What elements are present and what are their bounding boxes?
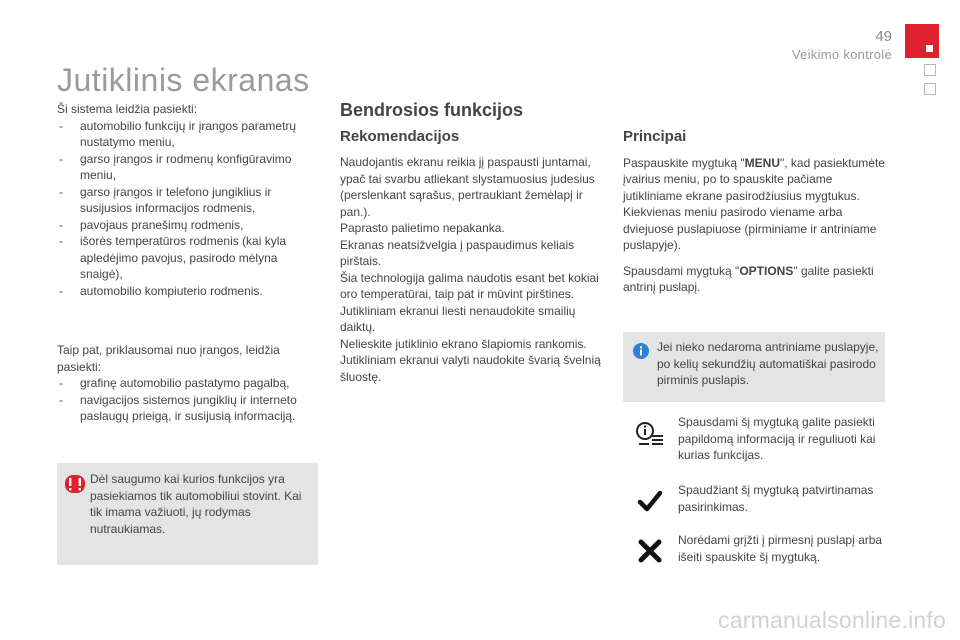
- warning-icon: [65, 475, 85, 493]
- icon-row-text: Spausdami šį mygtuką galite pasiekti papildomą informaciją ir reguliuoti kai kurias funkcijas.: [678, 415, 876, 462]
- general-functions-section: [340, 102, 610, 385]
- list-item: - garso įrangos ir rodmenų konfigūravimo meniu,: [59, 151, 292, 182]
- info-text: Jei nieko nedaroma antriniame puslapyje, po kelių sekundžių automatiškai pasirodo pirminis puslapis.: [657, 340, 879, 387]
- page-number: 49: [875, 28, 892, 45]
- optional-feature-list: [57, 375, 307, 425]
- info-box: [623, 332, 885, 402]
- recommendation-paragraph: Paprasto palietimo nepakanka.: [340, 221, 505, 235]
- info-list-icon: [635, 420, 665, 450]
- warning-box: [57, 463, 318, 565]
- page-nav-square-1: [924, 64, 936, 76]
- section-tab-marker: [905, 24, 939, 58]
- list-item: - grafinę automobilio pastatymo pagalbą,: [59, 376, 290, 390]
- options-label: OPTIONS: [739, 263, 794, 278]
- section-label: Veikimo kontrolė: [791, 47, 892, 62]
- options-paragraph: Spausdami mygtuką "OPTIONS" galite pasiekti antrinį puslapį.: [623, 263, 874, 294]
- list-item: - išorės temperatūros rodmenis (kai kyla apledėjimo pavojus, pasirodo mėlyna snaigė),: [59, 234, 287, 281]
- principles-heading: Principai: [623, 128, 687, 145]
- icon-row-text: Norėdami grįžti į pirmesnį puslapį arba išeiti spauskite šį mygtuką.: [678, 533, 883, 564]
- list-item: - navigacijos sistemos jungiklių ir interneto paslaugų prieigą, ir susijusią informaciją.: [59, 392, 297, 423]
- recommendation-paragraph: Jutikliniam ekranui liesti nenaudokite smailių daiktų.: [340, 303, 576, 334]
- left-intro-2: Taip pat, priklausomai nuo įrangos, leidžia pasiekti:: [57, 343, 280, 374]
- recommendations-heading: Rekomendacijos: [340, 127, 460, 145]
- tab-dot: [926, 45, 933, 52]
- principles-paragraph: Kiekvienas meniu pasirodo viename arba dviejuose puslapiuose (pirminiame ir antriniame puslapyje).: [623, 205, 877, 252]
- list-item: - automobilio funkcijų ir įrangos parametrų nustatymo meniu,: [59, 118, 297, 149]
- section-heading: Bendrosios funkcijos: [340, 100, 524, 120]
- page-title: Jutiklinis ekranas: [57, 62, 310, 98]
- checkmark-icon: [635, 486, 665, 516]
- icon-row-text: Spaudžiant šį mygtuką patvirtinamas pasirinkimas.: [678, 483, 874, 514]
- list-item: - pavojaus pranešimų rodmenis,: [59, 217, 244, 232]
- info-icon: [633, 343, 649, 359]
- principles-section: [623, 129, 885, 296]
- recommendation-paragraph: Jutikliniam ekranui valyti naudokite švarią švelnią šluostę.: [340, 353, 601, 384]
- warning-text: Dėl saugumo kai kurios funkcijos yra pasiekiamos tik automobiliui stovint. Kai tik imama važiuoti, jų rodymas nutraukiamas.: [90, 472, 302, 536]
- list-item: - garso įrangos ir telefono jungiklius ir susijusios informacijos rodmenis,: [59, 184, 272, 215]
- recommendation-paragraph: Ekranas neatsižvelgia į paspaudimus keliais pirštais.: [340, 237, 575, 268]
- principles-paragraph: Paspauskite mygtuką "MENU", kad pasiektumėte įvairius meniu, po to spauskite pačiame jutikliniame ekrane pasirodžiusius mygtukus.: [623, 155, 885, 203]
- recommendation-paragraph: Šia technologija galima naudotis esant bet kokiai oro temperatūrai, taip pat ir mūvint pirštines.: [340, 270, 599, 301]
- left-intro: Ši sistema leidžia pasiekti:: [57, 102, 198, 116]
- recommendation-paragraph: Nelieskite jutiklinio ekrano šlapiomis rankomis.: [340, 336, 587, 351]
- cross-icon: [635, 536, 665, 566]
- left-extra-block: [57, 342, 307, 425]
- watermark: carmanualsonline.info: [718, 607, 946, 633]
- page-nav-square-2: [924, 83, 936, 95]
- feature-list: [57, 118, 307, 300]
- left-intro-block: [57, 101, 307, 299]
- menu-label: MENU: [744, 155, 780, 170]
- list-item: - automobilio kompiuterio rodmenis.: [59, 283, 263, 298]
- recommendation-paragraph: Naudojantis ekranu reikia jį paspausti juntamai, ypač tai svarbu atliekant slystamuosius judesius (perslenkant sąrašus, pertraukiant žemėlapį ir pan.).: [340, 155, 595, 219]
